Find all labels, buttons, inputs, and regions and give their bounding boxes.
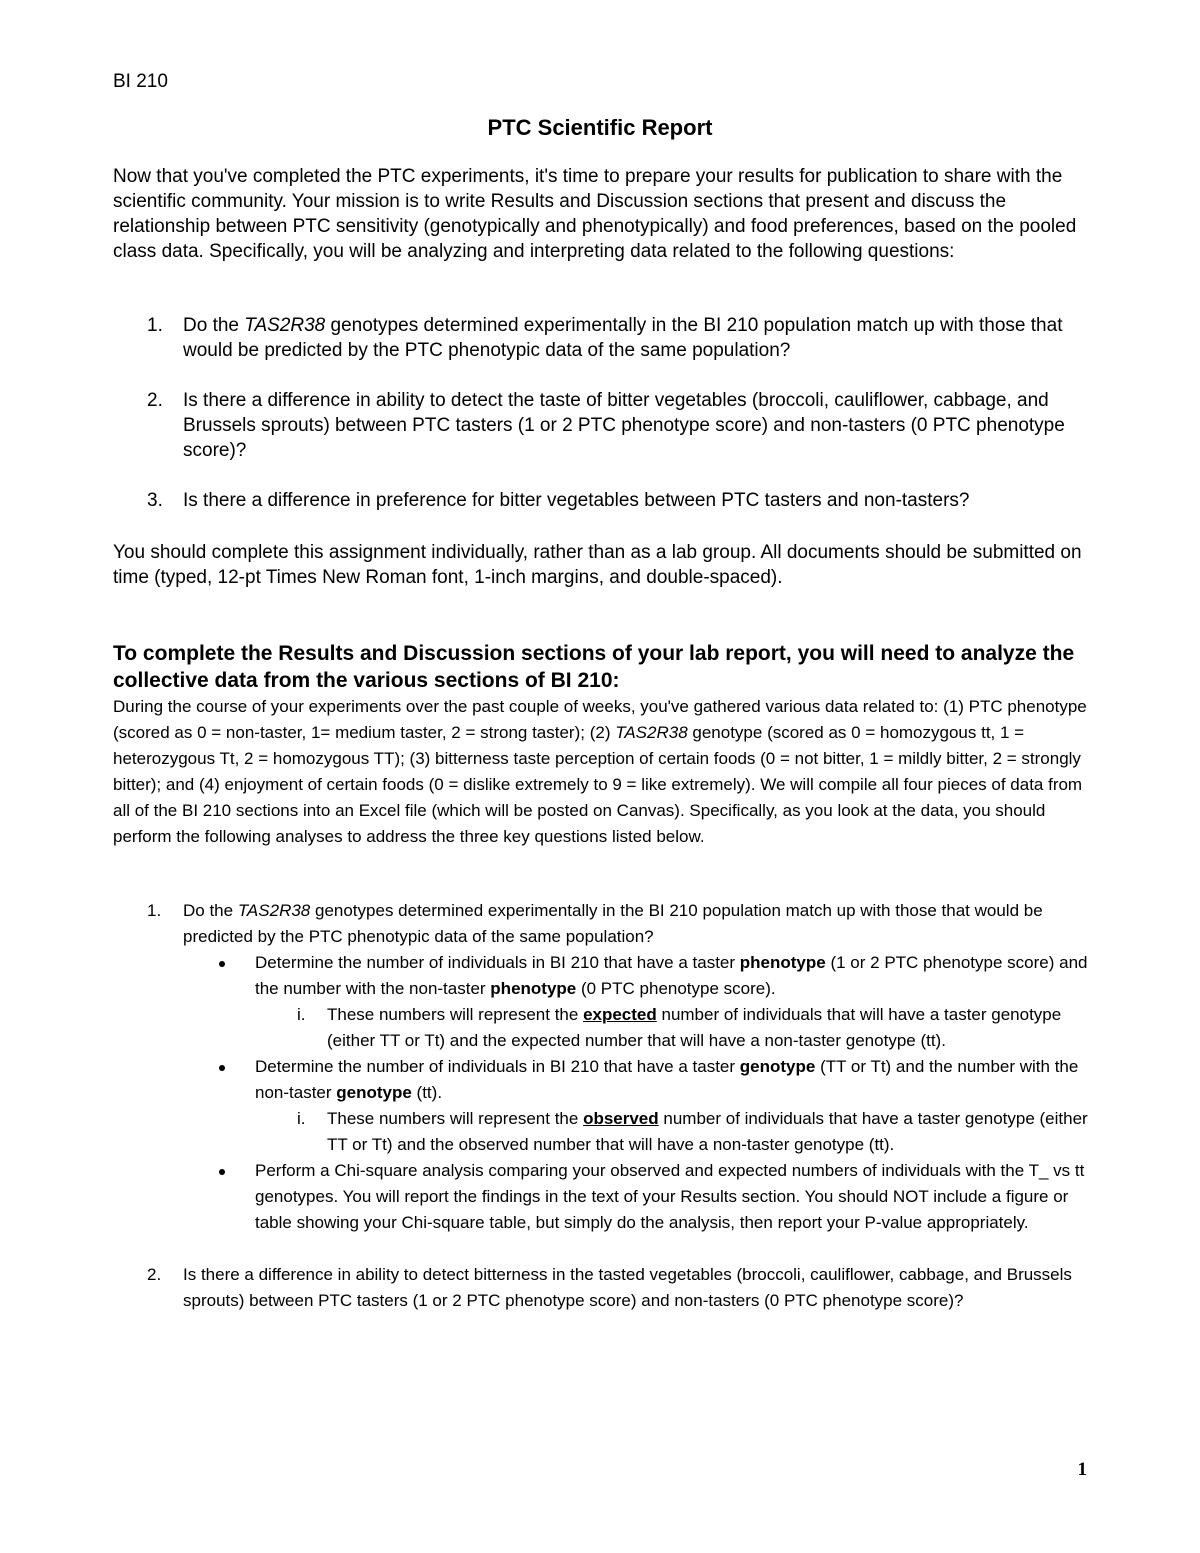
- analysis-list: [113, 898, 1103, 1314]
- section-heading: To complete the Results and Discussion sections of your lab report, you will need to analyze the collective data from the various sections of BI 210:: [113, 642, 1075, 692]
- gene-name: TAS2R38: [237, 901, 311, 920]
- list-item: 3. Is there a difference in preference for bitter vegetables between PTC tasters and non-tasters?: [147, 490, 970, 511]
- bullet-icon: [219, 961, 225, 967]
- bullet-item: Perform a Chi-square analysis comparing your observed and expected numbers of individuals with the T_ vs tt genotypes. You will report the findings in the text of your Results section. You should NOT include a figure or table showing your Chi-square table, but simply do the analysis, then report your P-value appropriately.: [113, 1158, 1103, 1236]
- closing-paragraph: You should complete this assignment individually, rather than as a lab group. All documents should be submitted on time (typed, 12-pt Times New Roman font, 1-inch margins, and double-spaced).: [113, 542, 1082, 588]
- bullet-item: Determine the number of individuals in BI 210 that have a taster phenotype (1 or 2 PTC phenotype score) and the number with the non-taster phenotype (0 PTC phenotype score). i. These numbers will represent the expected number of individuals that will have a taster genotype (either TT or Tt) and the expected number that will have a non-taster genotype (tt).: [113, 950, 1103, 1054]
- roman-numeral: i.: [297, 1005, 306, 1024]
- emphasis-observed: observed: [583, 1109, 659, 1128]
- list-number: 3.: [147, 490, 163, 511]
- list-item: 2. Is there a difference in ability to detect the taste of bitter vegetables (broccoli, cauliflower, cabbage, and Brussels sprouts) between PTC tasters (1 or 2 PTC phenotype score) and non-tasters (0 PTC phenotype score)?: [147, 390, 1065, 461]
- bullet-list: [113, 950, 1103, 1236]
- sub-list: [185, 1106, 1103, 1158]
- sub-list: [185, 1002, 1103, 1054]
- list-number: 2.: [147, 390, 163, 411]
- bullet-icon: [219, 1169, 225, 1175]
- list-number: 2.: [147, 1265, 162, 1284]
- course-header: BI 210: [113, 71, 168, 92]
- emphasis-expected: expected: [583, 1005, 657, 1024]
- sub-item: i. These numbers will represent the expected number of individuals that will have a taster genotype (either TT or Tt) and the expected number that will have a non-taster genotype (tt).: [255, 1002, 1103, 1054]
- roman-numeral: i.: [297, 1109, 306, 1128]
- list-item: 2. Is there a difference in ability to detect bitterness in the tasted vegetables (broccoli, cauliflower, cabbage, and Brussels sprouts) between PTC tasters (1 or 2 PTC phenotype score) and non-tasters (0 PTC phenotype score)?: [113, 1262, 1103, 1314]
- gene-name: TAS2R38: [244, 315, 326, 336]
- page-title: PTC Scientific Report: [487, 115, 713, 140]
- list-item: 1. Do the TAS2R38 genotypes determined experimentally in the BI 210 population match up with those that would be predicted by the PTC phenotypic data of the same population?: [147, 315, 1063, 361]
- list-item: 1. Do the TAS2R38 genotypes determined experimentally in the BI 210 population match up with those that would be predicted by the PTC phenotypic data of the same population? Determine the number of individuals in BI 210 that have a taster phenotype (1 or 2 PTC phenotype score) and the number with the non-taster phenotype (0 PTC phenotype score). i. These numbers will represent the expected number of individuals that will have a taster genotype (either TT or Tt) and the expected number that will have a non-taster genotype (tt). Determine the number of individuals in BI 210 that have a taster genotype (TT or Tt) and the number with the non-taster genotype (tt). i. These numbers will represent the observed number of individuals that have a taster genotype (either TT or Tt) and the observed number that will have a non-taster genotype (tt). Perform a Chi-square analysis comparing your observed and expected numbers of individuals with the T_ vs tt genotypes. You will report the findings in the text of your Results section. You should NOT include a figure or table showing your Chi-square table, but simply do the analysis, then report your P-value appropriately.: [113, 898, 1103, 1236]
- intro-paragraph: Now that you've completed the PTC experiments, it's time to prepare your results for publication to share with the scientific community. Your mission is to write Results and Discussion sections that present and discuss the relationship between PTC sensitivity (genotypically and phenotypically) and food preferences, based on the pooled class data. Specifically, you will be analyzing and interpreting data related to the following questions:: [113, 166, 1077, 262]
- question-list: [113, 313, 1093, 538]
- list-number: 1.: [147, 315, 163, 336]
- gene-name: TAS2R38: [615, 723, 688, 742]
- section-body: During the course of your experiments over the past couple of weeks, you've gathered various data related to: (1) PTC phenotype (scored as 0 = non-taster, 1= medium taster, 2 = strong taster); (2) TAS2R38 genotype (scored as 0 = homozygous tt, 1 = heterozygous Tt, 2 = homozygous TT); (3) bitterness taste perception of certain foods (0 = not bitter, 1 = mildly bitter, 2 = strongly bitter); and (4) enjoyment of certain foods (0 = dislike extremely to 9 = like extremely). We will compile all four pieces of data from all of the BI 210 sections into an Excel file (which will be posted on Canvas). Specifically, as you look at the data, you should perform the following analyses to address the three key questions listed below.: [113, 697, 1087, 846]
- bullet-item: Determine the number of individuals in BI 210 that have a taster genotype (TT or Tt) and the number with the non-taster genotype (tt). i. These numbers will represent the observed number of individuals that have a taster genotype (either TT or Tt) and the observed number that will have a non-taster genotype (tt).: [113, 1054, 1103, 1158]
- sub-item: i. These numbers will represent the observed number of individuals that have a taster genotype (either TT or Tt) and the observed number that will have a non-taster genotype (tt).: [255, 1106, 1103, 1158]
- bullet-icon: [219, 1065, 225, 1071]
- list-number: 1.: [147, 901, 162, 920]
- page-number: 1: [1077, 1459, 1087, 1480]
